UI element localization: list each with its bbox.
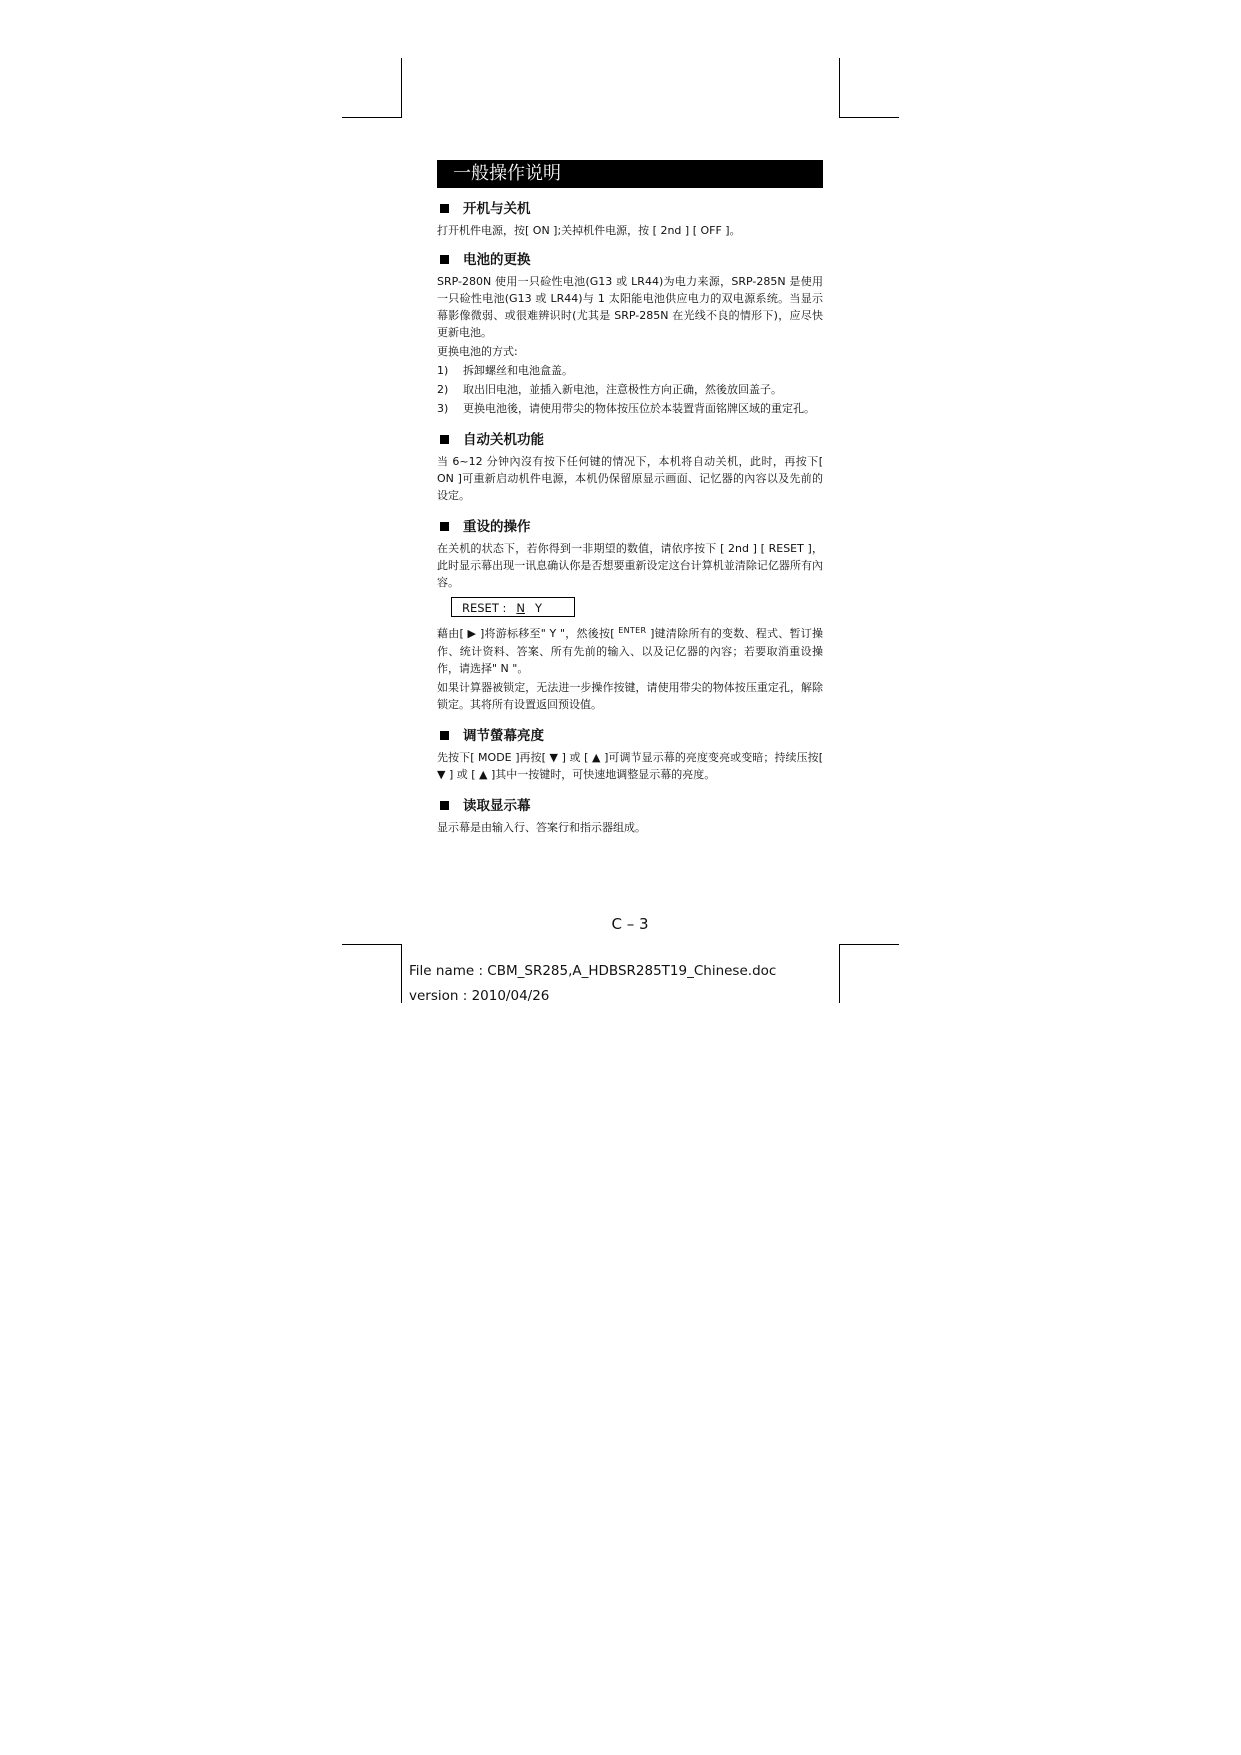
square-bullet-icon	[440, 801, 449, 810]
square-bullet-icon	[440, 731, 449, 740]
list-item: 2) 取出旧电池，並插入新电池，注意极性方向正确，然後放回盖子。	[437, 383, 782, 396]
document-body	[437, 198, 823, 836]
square-bullet-icon	[440, 255, 449, 264]
crop-mark	[401, 58, 402, 117]
square-bullet-icon	[440, 204, 449, 213]
paragraph: 显示幕是由输入行、答案行和指示器组成。	[437, 821, 646, 834]
crop-mark	[342, 117, 402, 118]
section-heading: 读取显示幕	[437, 795, 823, 817]
crop-mark	[839, 944, 899, 945]
page-title: 一般操作说明	[437, 160, 823, 188]
crop-mark	[839, 58, 840, 117]
paragraph: 打开机件电源，按[ ON ];关掉机件电源，按 [ 2nd ] [ OFF ]。	[437, 224, 741, 237]
paragraph: 先按下[ MODE ]再按[ ▼ ] 或 [ ▲ ]可调节显示幕的亮度变亮或变暗；持续压按[ ▼ ] 或 [ ▲ ]其中一按键时，可快速地调整显示幕的亮度。	[437, 751, 823, 781]
paragraph: 在关机的状态下，若你得到一非期望的数值，请依序按下 [ 2nd ] [ RESET ]，此时显示幕出现一讯息确认你是否想要重新设定这台计算机並清除记亿器所有內容。	[437, 542, 823, 589]
list-item: 1) 拆卸螺丝和电池盒盖。	[437, 364, 573, 377]
section-heading: 电池的更换	[437, 249, 823, 271]
crop-mark	[401, 944, 402, 1003]
square-bullet-icon	[440, 435, 449, 444]
paragraph: 更换电池的方式:	[437, 345, 518, 358]
crop-mark	[839, 117, 899, 118]
page-number: C – 3	[611, 915, 649, 933]
section-heading: 开机与关机	[437, 198, 823, 220]
reset-option-n: N	[516, 601, 525, 615]
reset-option-y: Y	[535, 601, 543, 615]
paragraph: 藉由[ ▶ ]将游标移至" Y "，然後按[ $^{ENTER}$ ]键清除所有的变数、程式、暂订操作、统计资料、答案、所有先前的输入、以及记亿器的內容；若要取消重设操作，请选择" N "。	[437, 626, 824, 675]
paragraph: SRP-280N 使用一只硷性电池(G13 或 LR44)为电力来源，SRP-285N 是使用一只硷性电池(G13 或 LR44)与 1 太阳能电池供应电力的双电源系统。当显示幕影像微弱、或很难辨识时(尤其是 SRP-285N 在光线不良的情形下)，应尽快更新电池。	[437, 275, 823, 339]
section-heading: 重设的操作	[437, 516, 823, 538]
crop-mark	[342, 944, 402, 945]
section-heading: 调节螢幕亮度	[437, 725, 823, 747]
list-item: 3) 更换电池後，请使用带尖的物体按压位於本装置背面铭牌区域的重定孔。	[437, 402, 815, 415]
square-bullet-icon	[440, 522, 449, 531]
paragraph: 如果计算器被锁定，无法进一步操作按键，请使用带尖的物体按压重定孔，解除锁定。其将所有设置返回预设值。	[437, 681, 823, 711]
paragraph: 当 6~12 分钟內沒有按下任何键的情况下，本机将自动关机，此时，再按下[ ON ]可重新启动机件电源，本机仍保留原显示画面、记忆器的內容以及先前的设定。	[437, 455, 823, 502]
footer-file-name: File name : CBM_SR285,A_HDBSR285T19_Chinese.doc	[409, 963, 777, 979]
crop-mark	[839, 944, 840, 1003]
section-heading: 自动关机功能	[437, 429, 823, 451]
footer-version: version : 2010/04/26	[409, 988, 550, 1004]
enter-key-label: ENTER	[618, 626, 647, 635]
reset-display: RESET : N Y	[451, 597, 575, 617]
